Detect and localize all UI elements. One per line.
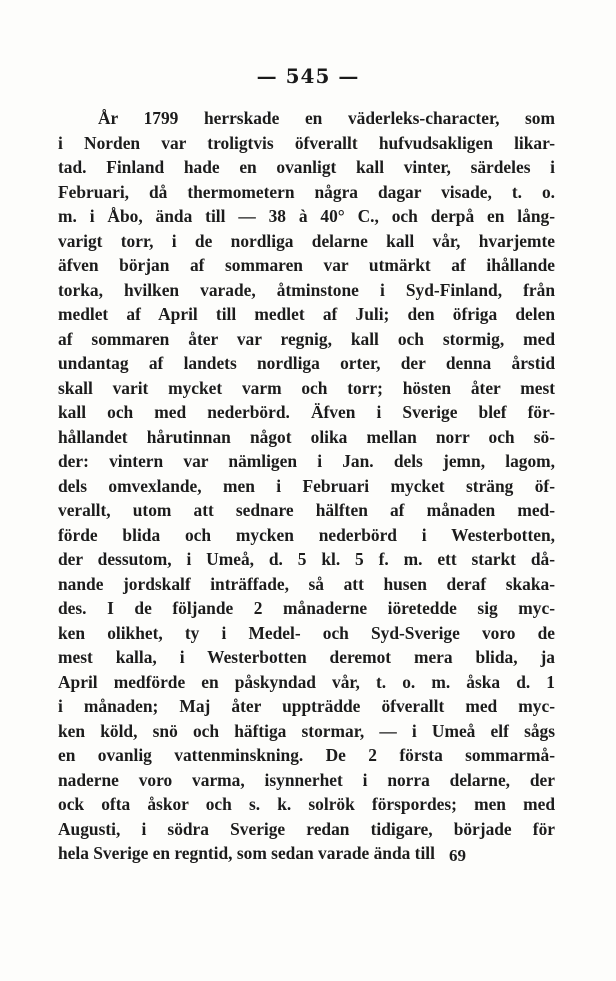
text-line: April medförde en påskyndad vår, t. o. m. åska d. 1 bbox=[58, 671, 555, 692]
body-text bbox=[58, 106, 555, 866]
text-line: hållandet hårutinnan något olika mellan norr och sö- bbox=[58, 426, 555, 447]
text-line: m. i Åbo, ända till — 38 à 40° C., och derpå en lång- bbox=[58, 206, 555, 226]
text-line: tad. Finland hade en ovanligt kall vinter, särdeles i bbox=[58, 157, 555, 177]
text-line: ock ofta åskor och s. k. solrök förspordes; men med bbox=[58, 794, 555, 814]
text-line: mest kalla, i Westerbotten deremot mera blida, ja bbox=[58, 647, 555, 667]
text-line: torka, hvilken varade, åtminstone i Syd-Finland, från bbox=[58, 279, 555, 300]
text-line: i Norden var troligtvis öfverallt hufvudsakligen likar- bbox=[58, 132, 555, 153]
text-line: naderne voro varma, isynnerhet i norra delarne, der bbox=[58, 769, 555, 790]
text-line: verallt, utom att sednare hälften af månaden med- bbox=[58, 500, 555, 520]
text-line: dels omvexlande, men i Februari mycket sträng öf- bbox=[58, 475, 555, 496]
text-line: varigt torr, i de nordliga delarne kall vår, hvarjemte bbox=[58, 230, 555, 251]
text-line: undantag af landets nordliga orter, der denna årstid bbox=[58, 353, 555, 373]
text-line: des. I de följande 2 månaderne iöretedde sig myc- bbox=[58, 598, 555, 618]
text-line: en ovanlig vattenminskning. De 2 första sommarmå- bbox=[58, 745, 555, 765]
text-line: nande jordskalf inträffade, så att husen deraf skaka- bbox=[58, 573, 555, 594]
text-line: äfven början af sommaren var utmärkt af ihållande bbox=[58, 255, 555, 275]
text-line: Februari, då thermometern några dagar visade, t. o. bbox=[58, 181, 555, 202]
text-line: medlet af April till medlet af Juli; den öfriga delen bbox=[58, 304, 555, 324]
text-line: i månaden; Maj åter uppträdde öfverallt med myc- bbox=[58, 696, 555, 716]
text-line: skall varit mycket varm och torr; hösten åter mest bbox=[58, 377, 555, 398]
signature-mark: 69 bbox=[449, 846, 466, 865]
text-line: der: vintern var nämligen i Jan. dels jemn, lagom, bbox=[58, 451, 555, 471]
text-line: förde blida och mycken nederbörd i Westerbotten, bbox=[58, 524, 555, 545]
text-line: kall och med nederbörd. Äfven i Sverige blef för- bbox=[58, 402, 555, 422]
text-line: ken olikhet, ty i Medel- och Syd-Sverige voro de bbox=[58, 622, 555, 643]
text-line: hela Sverige en regntid, som sedan varade ända till bbox=[58, 843, 435, 863]
text-line: der dessutom, i Umeå, d. 5 kl. 5 f. m. ett starkt då- bbox=[58, 549, 555, 569]
text-line: ken köld, snö och häftiga stormar, — i Umeå elf sågs bbox=[58, 720, 555, 741]
page-number-header: — 545 — bbox=[256, 64, 360, 88]
text-line: Augusti, i södra Sverige redan tidigare, började för bbox=[58, 818, 555, 839]
text-line: År 1799 herrskade en väderleks-character, som bbox=[98, 108, 555, 128]
text-line: af sommaren åter var regnig, kall och stormig, med bbox=[58, 328, 555, 349]
